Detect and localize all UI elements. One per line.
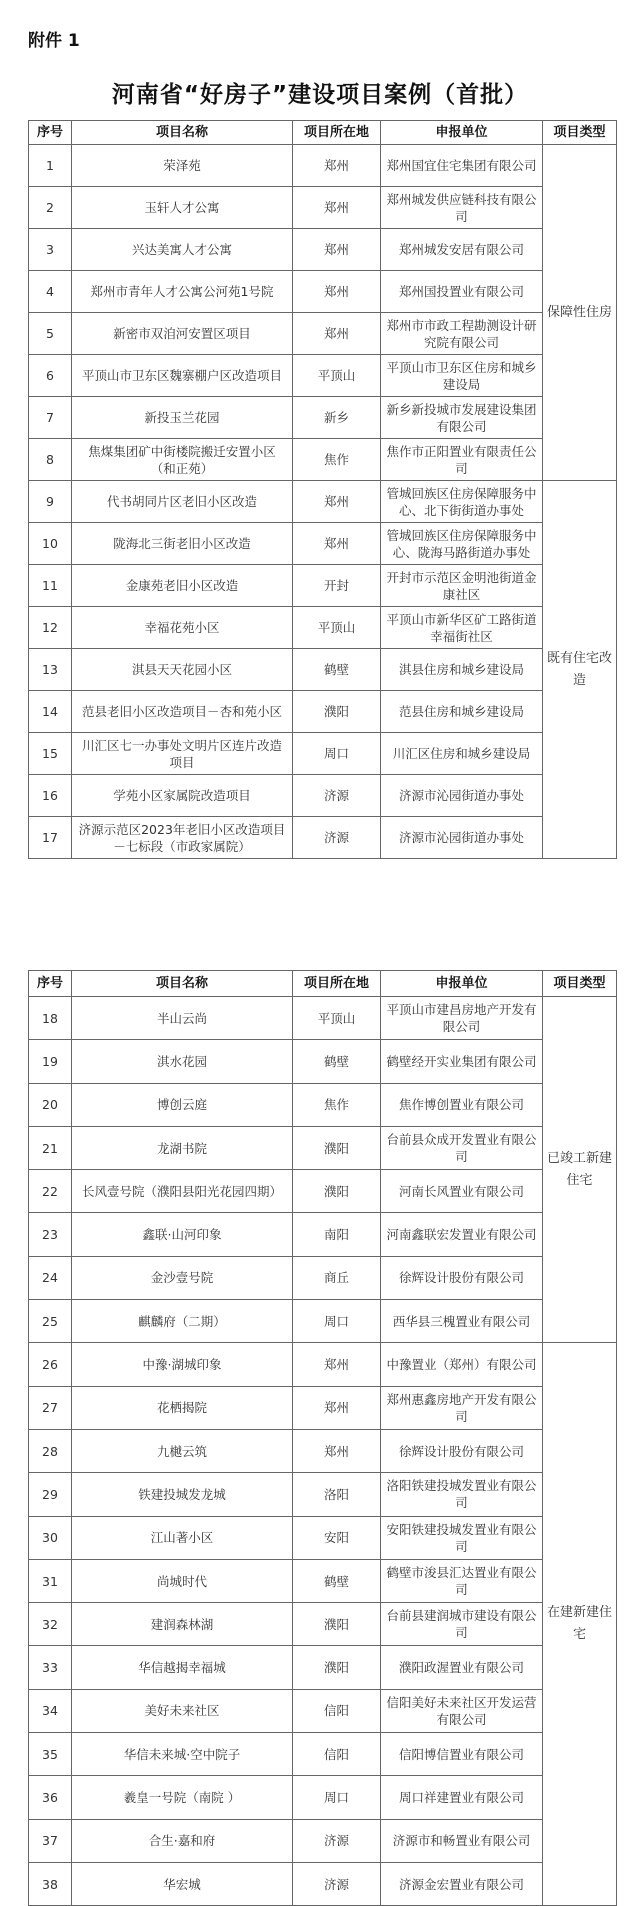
cell-location: 平顶山 — [293, 607, 381, 649]
cell-no: 34 — [29, 1689, 72, 1732]
cell-project-name: 济源示范区2023年老旧小区改造项目－七标段（市政家属院） — [72, 817, 293, 859]
cell-unit: 济源市沁园街道办事处 — [381, 775, 543, 817]
cell-no: 3 — [29, 229, 72, 271]
cell-no: 20 — [29, 1083, 72, 1126]
attachment-label: 附件 1 — [28, 31, 80, 51]
header-type: 项目类型 — [543, 121, 617, 145]
header-name: 项目名称 — [72, 971, 293, 997]
cell-unit: 济源金宏置业有限公司 — [381, 1862, 543, 1905]
project-table-2 — [28, 970, 617, 1906]
cell-unit: 洛阳铁建投城发置业有限公司 — [381, 1473, 543, 1516]
cell-project-name: 焦煤集团矿中街楼院搬迁安置小区（和正苑） — [72, 439, 293, 481]
cell-unit: 濮阳政渥置业有限公司 — [381, 1646, 543, 1689]
cell-no: 18 — [29, 997, 72, 1040]
table-row — [29, 607, 617, 649]
cell-location: 新乡 — [293, 397, 381, 439]
table-header-row — [29, 971, 617, 997]
cell-unit: 郑州城发安居有限公司 — [381, 229, 543, 271]
cell-project-name: 铁建投城发龙城 — [72, 1473, 293, 1516]
table-row — [29, 997, 617, 1040]
table-row — [29, 439, 617, 481]
table-row — [29, 1256, 617, 1299]
table-row — [29, 1689, 617, 1732]
table-row — [29, 523, 617, 565]
table-row — [29, 1819, 617, 1862]
table-row — [29, 1429, 617, 1472]
cell-location: 郑州 — [293, 229, 381, 271]
cell-location: 周口 — [293, 1300, 381, 1343]
cell-location: 郑州 — [293, 1343, 381, 1386]
cell-location: 郑州 — [293, 523, 381, 565]
cell-no: 7 — [29, 397, 72, 439]
cell-no: 2 — [29, 187, 72, 229]
cell-unit: 焦作博创置业有限公司 — [381, 1083, 543, 1126]
cell-project-name: 玉轩人才公寓 — [72, 187, 293, 229]
header-no: 序号 — [29, 971, 72, 997]
cell-no: 1 — [29, 145, 72, 187]
cell-project-name: 华信越揭幸福城 — [72, 1646, 293, 1689]
cell-unit: 新乡新投城市发展建设集团有限公司 — [381, 397, 543, 439]
table-row — [29, 145, 617, 187]
cell-no: 11 — [29, 565, 72, 607]
cell-unit: 郑州城发供应链科技有限公司 — [381, 187, 543, 229]
table-row — [29, 775, 617, 817]
cell-unit: 郑州市市政工程勘测设计研究院有限公司 — [381, 313, 543, 355]
cell-project-name: 金沙壹号院 — [72, 1256, 293, 1299]
cell-project-name: 学苑小区家属院改造项目 — [72, 775, 293, 817]
cell-project-name: 花栖揭院 — [72, 1386, 293, 1429]
cell-location: 济源 — [293, 1862, 381, 1905]
table-row — [29, 355, 617, 397]
cell-location: 平顶山 — [293, 355, 381, 397]
cell-location: 信阳 — [293, 1689, 381, 1732]
cell-location: 济源 — [293, 775, 381, 817]
cell-unit: 台前县建润城市建设有限公司 — [381, 1603, 543, 1646]
cell-unit: 安阳铁建投城发置业有限公司 — [381, 1516, 543, 1559]
cell-project-name: 幸福花苑小区 — [72, 607, 293, 649]
table-row — [29, 1473, 617, 1516]
cell-project-name: 华信未来城·空中院子 — [72, 1733, 293, 1776]
table-row — [29, 1300, 617, 1343]
table-row — [29, 817, 617, 859]
cell-unit: 济源市沁园街道办事处 — [381, 817, 543, 859]
project-table-1 — [28, 120, 617, 859]
cell-unit: 周口祥建置业有限公司 — [381, 1776, 543, 1819]
table-row — [29, 1516, 617, 1559]
cell-project-name: 金康苑老旧小区改造 — [72, 565, 293, 607]
cell-project-name: 合生·嘉和府 — [72, 1819, 293, 1862]
cell-no: 28 — [29, 1429, 72, 1472]
cell-no: 23 — [29, 1213, 72, 1256]
cell-project-name: 建润森林湖 — [72, 1603, 293, 1646]
cell-no: 9 — [29, 481, 72, 523]
cell-unit: 中豫置业（郑州）有限公司 — [381, 1343, 543, 1386]
cell-unit: 徐辉设计股份有限公司 — [381, 1256, 543, 1299]
cell-location: 洛阳 — [293, 1473, 381, 1516]
cell-project-name: 荣泽苑 — [72, 145, 293, 187]
cell-no: 16 — [29, 775, 72, 817]
cell-location: 焦作 — [293, 439, 381, 481]
table-row — [29, 691, 617, 733]
cell-unit: 平顶山市卫东区住房和城乡建设局 — [381, 355, 543, 397]
cell-location: 安阳 — [293, 1516, 381, 1559]
cell-unit: 平顶山市新华区矿工路街道幸福街社区 — [381, 607, 543, 649]
cell-project-name: 鑫联·山河印象 — [72, 1213, 293, 1256]
cell-location: 郑州 — [293, 187, 381, 229]
cell-location: 濮阳 — [293, 1603, 381, 1646]
cell-location: 郑州 — [293, 1386, 381, 1429]
cell-project-type: 已竣工新建住宅 — [543, 997, 617, 1343]
document-title: 河南省“好房子”建设项目案例（首批） — [111, 82, 529, 108]
cell-location: 南阳 — [293, 1213, 381, 1256]
header-no: 序号 — [29, 121, 72, 145]
cell-unit: 川汇区住房和城乡建设局 — [381, 733, 543, 775]
cell-location: 周口 — [293, 733, 381, 775]
cell-project-name: 陇海北三街老旧小区改造 — [72, 523, 293, 565]
header-name: 项目名称 — [72, 121, 293, 145]
cell-project-name: 郑州市青年人才公寓公河苑1号院 — [72, 271, 293, 313]
table-row — [29, 313, 617, 355]
table-row — [29, 1776, 617, 1819]
cell-location: 郑州 — [293, 145, 381, 187]
table-row — [29, 1126, 617, 1169]
header-unit: 申报单位 — [381, 971, 543, 997]
table-row — [29, 271, 617, 313]
cell-no: 30 — [29, 1516, 72, 1559]
cell-unit: 管城回族区住房保障服务中心、北下街街道办事处 — [381, 481, 543, 523]
cell-no: 8 — [29, 439, 72, 481]
cell-no: 24 — [29, 1256, 72, 1299]
table-row — [29, 1083, 617, 1126]
cell-no: 17 — [29, 817, 72, 859]
cell-unit: 河南长风置业有限公司 — [381, 1170, 543, 1213]
cell-location: 济源 — [293, 1819, 381, 1862]
table-row — [29, 397, 617, 439]
cell-unit: 信阳博信置业有限公司 — [381, 1733, 543, 1776]
cell-project-name: 淇水花园 — [72, 1040, 293, 1083]
table-row — [29, 733, 617, 775]
cell-location: 信阳 — [293, 1733, 381, 1776]
cell-no: 25 — [29, 1300, 72, 1343]
cell-project-name: 华宏城 — [72, 1862, 293, 1905]
cell-unit: 郑州惠鑫房地产开发有限公司 — [381, 1386, 543, 1429]
cell-project-type: 既有住宅改造 — [543, 481, 617, 859]
cell-project-name: 兴达美寓人才公寓 — [72, 229, 293, 271]
cell-project-name: 半山云尚 — [72, 997, 293, 1040]
cell-no: 31 — [29, 1559, 72, 1602]
table-row — [29, 1862, 617, 1905]
cell-unit: 郑州国宜住宅集团有限公司 — [381, 145, 543, 187]
cell-location: 郑州 — [293, 313, 381, 355]
cell-no: 21 — [29, 1126, 72, 1169]
cell-project-type: 在建新建住宅 — [543, 1343, 617, 1906]
table-row — [29, 1213, 617, 1256]
cell-location: 濮阳 — [293, 691, 381, 733]
cell-location: 鹤壁 — [293, 1559, 381, 1602]
table-row — [29, 1343, 617, 1386]
cell-location: 开封 — [293, 565, 381, 607]
cell-no: 32 — [29, 1603, 72, 1646]
cell-no: 14 — [29, 691, 72, 733]
cell-no: 15 — [29, 733, 72, 775]
cell-unit: 信阳美好未来社区开发运营有限公司 — [381, 1689, 543, 1732]
cell-no: 35 — [29, 1733, 72, 1776]
cell-project-name: 代书胡同片区老旧小区改造 — [72, 481, 293, 523]
cell-location: 濮阳 — [293, 1126, 381, 1169]
cell-unit: 鹤壁市浚县汇达置业有限公司 — [381, 1559, 543, 1602]
cell-location: 鹤壁 — [293, 1040, 381, 1083]
cell-unit: 平顶山市建昌房地产开发有限公司 — [381, 997, 543, 1040]
cell-project-name: 新投玉兰花园 — [72, 397, 293, 439]
cell-unit: 河南鑫联宏发置业有限公司 — [381, 1213, 543, 1256]
cell-location: 济源 — [293, 817, 381, 859]
table-row — [29, 1386, 617, 1429]
cell-unit: 开封市示范区金明池街道金康社区 — [381, 565, 543, 607]
cell-location: 郑州 — [293, 481, 381, 523]
header-type: 项目类型 — [543, 971, 617, 997]
cell-unit: 徐辉设计股份有限公司 — [381, 1429, 543, 1472]
header-unit: 申报单位 — [381, 121, 543, 145]
cell-location: 鹤壁 — [293, 649, 381, 691]
table-row — [29, 565, 617, 607]
cell-no: 22 — [29, 1170, 72, 1213]
cell-no: 33 — [29, 1646, 72, 1689]
table-row — [29, 1603, 617, 1646]
table-header-row — [29, 121, 617, 145]
cell-no: 5 — [29, 313, 72, 355]
cell-unit: 焦作市正阳置业有限责任公司 — [381, 439, 543, 481]
cell-project-name: 九樾云筑 — [72, 1429, 293, 1472]
cell-no: 4 — [29, 271, 72, 313]
cell-project-name: 美好未来社区 — [72, 1689, 293, 1732]
cell-no: 6 — [29, 355, 72, 397]
cell-unit: 台前县众成开发置业有限公司 — [381, 1126, 543, 1169]
cell-location: 焦作 — [293, 1083, 381, 1126]
cell-no: 10 — [29, 523, 72, 565]
table-row — [29, 229, 617, 271]
cell-unit: 西华县三槐置业有限公司 — [381, 1300, 543, 1343]
cell-location: 商丘 — [293, 1256, 381, 1299]
cell-project-name: 麒麟府（二期） — [72, 1300, 293, 1343]
cell-project-name: 平顶山市卫东区魏寨棚户区改造项目 — [72, 355, 293, 397]
cell-unit: 济源市和畅置业有限公司 — [381, 1819, 543, 1862]
cell-unit: 管城回族区住房保障服务中心、陇海马路街道办事处 — [381, 523, 543, 565]
table-row — [29, 1559, 617, 1602]
table-row — [29, 187, 617, 229]
cell-location: 濮阳 — [293, 1170, 381, 1213]
cell-no: 27 — [29, 1386, 72, 1429]
cell-project-name: 尚城时代 — [72, 1559, 293, 1602]
cell-location: 郑州 — [293, 271, 381, 313]
cell-no: 38 — [29, 1862, 72, 1905]
table-row — [29, 649, 617, 691]
cell-location: 周口 — [293, 1776, 381, 1819]
header-location: 项目所在地 — [293, 121, 381, 145]
cell-no: 29 — [29, 1473, 72, 1516]
cell-project-type: 保障性住房 — [543, 145, 617, 481]
cell-project-name: 淇县天天花园小区 — [72, 649, 293, 691]
header-location: 项目所在地 — [293, 971, 381, 997]
table-row — [29, 481, 617, 523]
cell-unit: 郑州国投置业有限公司 — [381, 271, 543, 313]
cell-unit: 范县住房和城乡建设局 — [381, 691, 543, 733]
cell-no: 19 — [29, 1040, 72, 1083]
cell-location: 濮阳 — [293, 1646, 381, 1689]
cell-project-name: 龙湖书院 — [72, 1126, 293, 1169]
cell-no: 26 — [29, 1343, 72, 1386]
cell-project-name: 博创云庭 — [72, 1083, 293, 1126]
cell-location: 郑州 — [293, 1429, 381, 1472]
table-row — [29, 1733, 617, 1776]
cell-project-name: 江山著小区 — [72, 1516, 293, 1559]
cell-project-name: 中豫·湖城印象 — [72, 1343, 293, 1386]
cell-project-name: 川汇区七一办事处文明片区连片改造项目 — [72, 733, 293, 775]
cell-no: 12 — [29, 607, 72, 649]
table-row — [29, 1170, 617, 1213]
cell-project-name: 新密市双洎河安置区项目 — [72, 313, 293, 355]
table-row — [29, 1040, 617, 1083]
table-row — [29, 1646, 617, 1689]
cell-unit: 鹤壁经开实业集团有限公司 — [381, 1040, 543, 1083]
cell-project-name: 长风壹号院（濮阳县阳光花园四期） — [72, 1170, 293, 1213]
cell-no: 37 — [29, 1819, 72, 1862]
cell-no: 36 — [29, 1776, 72, 1819]
cell-project-name: 范县老旧小区改造项目－杏和苑小区 — [72, 691, 293, 733]
cell-project-name: 羲皇一号院（南院 ） — [72, 1776, 293, 1819]
cell-no: 13 — [29, 649, 72, 691]
cell-unit: 淇县住房和城乡建设局 — [381, 649, 543, 691]
cell-location: 平顶山 — [293, 997, 381, 1040]
